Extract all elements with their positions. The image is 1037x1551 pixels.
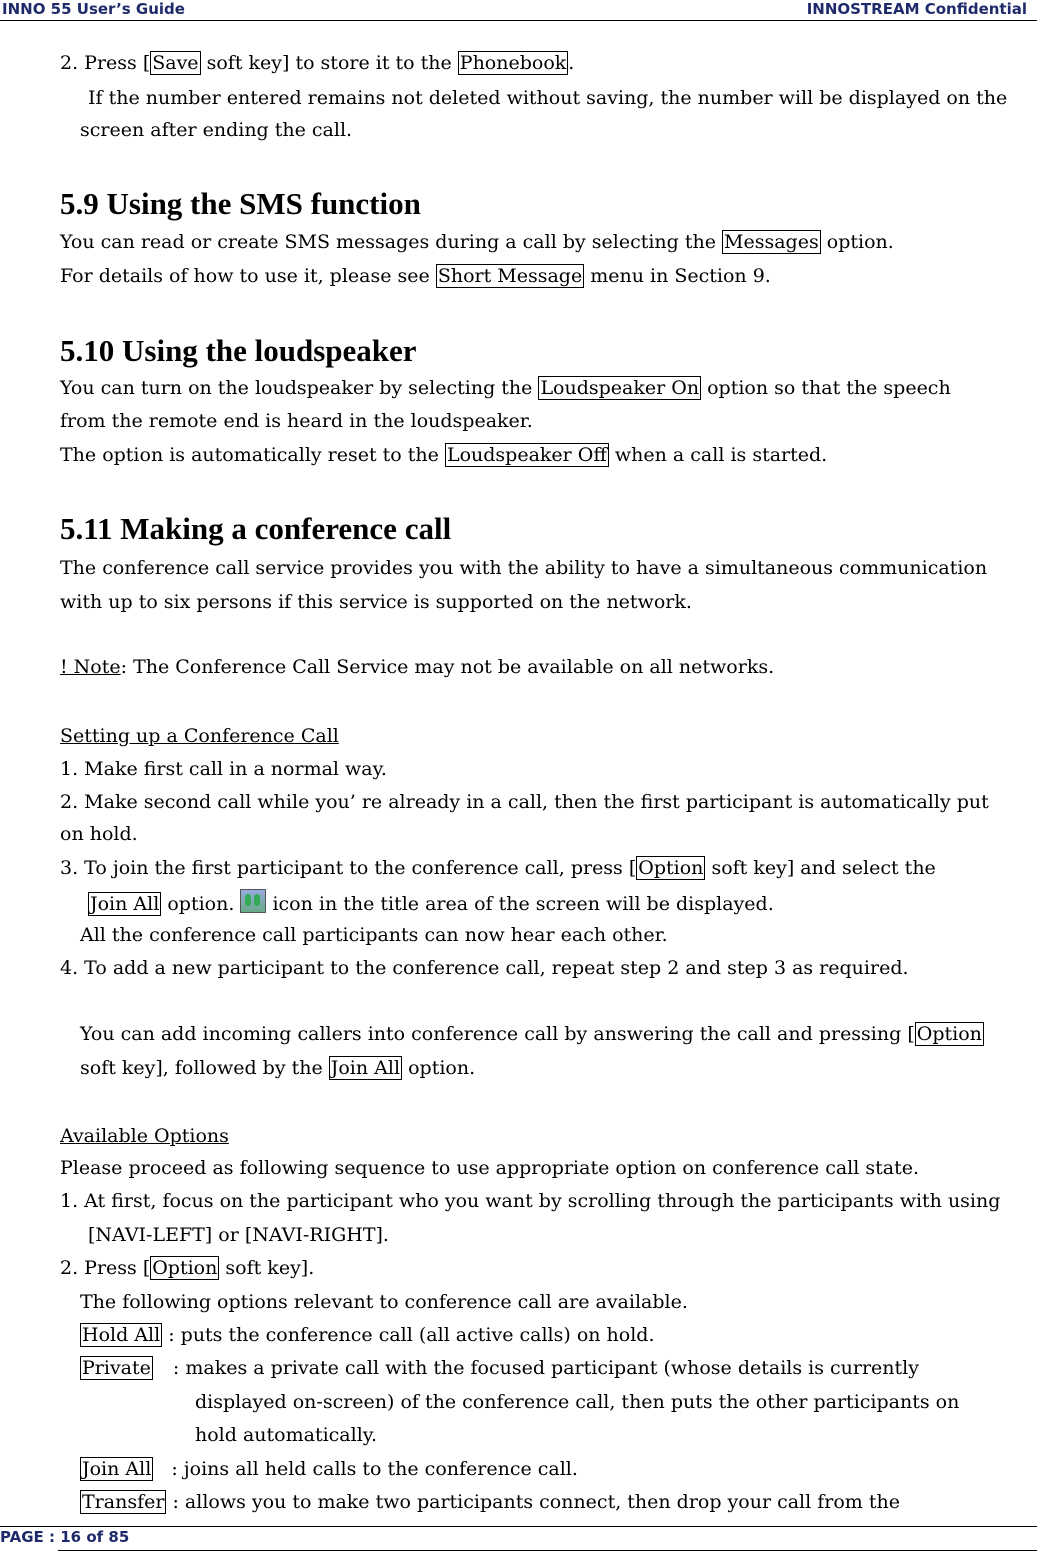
step-3 [60,856,936,880]
ls-line-1 [60,376,951,400]
note-label: ! Note [60,656,121,678]
hold-all-key: Hold All [82,1324,161,1346]
page-header [0,0,1037,21]
text: 3. To join the first participant to the conference call, press [ [60,857,637,879]
header-right: INNOSTREAM Confidential [806,0,1027,18]
conf-line-1: The conference call service provides you with the ability to have a simultaneous communication [60,557,988,579]
page-footer [0,1526,1037,1550]
page-number: PAGE : 16 of 85 [0,1528,130,1546]
para-save [60,51,574,75]
avail-4 [60,1256,314,1280]
para-save-2: If the number entered remains not deleted without saving, the number will be displayed on the [88,87,1008,109]
avail-2: 1. At first, focus on the participant who you want by scrolling through the participants with using [60,1190,1001,1212]
text: soft key], followed by the [80,1057,329,1079]
avail-5: The following options relevant to conference call are available. [80,1291,688,1313]
opt-private-2: displayed on-screen) of the conference call, then puts the other participants on [195,1391,960,1413]
avail-1: Please proceed as following sequence to use appropriate option on conference call state. [60,1157,919,1179]
ls-line-3 [60,443,827,467]
text: You can add incoming callers into conference call by answering the call and pressing [ [80,1023,915,1045]
text: : makes a private call with the focused participant (whose details is currently [166,1357,919,1379]
text: option. [820,231,894,253]
para-save-3: screen after ending the call. [80,119,353,141]
option-key: Option [638,857,704,879]
join-all-key-2: Join All [330,1057,401,1079]
text: when a call is started. [608,444,828,466]
private-key: Private [82,1357,151,1379]
footer-rule [0,1526,1037,1527]
text: You can read or create SMS messages during a call by selecting the [60,231,723,253]
loudspeaker-off-key: Loudspeaker Off [446,444,607,466]
text: : puts the conference call (all active calls) on hold. [162,1324,655,1346]
text: For details of how to use it, please see [60,265,436,287]
opt-hold-all [80,1323,655,1347]
text: 2. Press [ [60,1257,151,1279]
step-2b: on hold. [60,823,138,845]
text: : allows you to make two participants connect, then drop your call from the [166,1491,900,1513]
step-3c: All the conference call participants can now hear each other. [80,924,668,946]
text: soft key] and select the [705,857,936,879]
opt-private-3: hold automatically. [195,1424,378,1446]
subheading-setup: Setting up a Conference Call [60,725,339,747]
transfer-key: Transfer [82,1491,165,1513]
join-all-key-3: Join All [82,1458,152,1480]
option-key-3: Option [152,1257,218,1279]
heading-5-11: 5.11 Making a conference call [60,511,452,546]
option-key-2: Option [916,1023,982,1045]
ls-line-2: from the remote end is heard in the loudspeaker. [60,410,533,432]
note-text: : The Conference Call Service may not be available on all networks. [120,656,775,678]
subheading-available: Available Options [60,1125,229,1147]
sms-line-1 [60,230,894,254]
incoming-1 [80,1022,984,1046]
note [60,655,774,679]
conf-line-2: with up to six persons if this service is supported on the network. [60,591,692,613]
step-3b [88,889,774,916]
text: The option is automatically reset to the [60,444,445,466]
text: 2. Press [ [60,52,151,74]
loudspeaker-on-key: Loudspeaker On [540,377,700,399]
opt-join-all [80,1457,578,1481]
text: option so that the speech [701,377,951,399]
text: option. [161,893,241,915]
messages-key: Messages [724,231,819,253]
avail-3: [NAVI-LEFT] or [NAVI-RIGHT]. [88,1224,389,1246]
step-4: 4. To add a new participant to the conference call, repeat step 2 and step 3 as required. [60,957,909,979]
conference-icon [240,889,266,913]
text: icon in the title area of the screen will be displayed. [266,893,774,915]
text: soft key] to store it to the [200,52,458,74]
phonebook-key: Phonebook [459,52,567,74]
text: option. [402,1057,476,1079]
join-all-key: Join All [90,893,160,915]
save-key: Save [152,52,199,74]
short-message-key: Short Message [437,265,583,287]
step-1: 1. Make first call in a normal way. [60,758,387,780]
text: : joins all held calls to the conference call. [165,1458,578,1480]
text: menu in Section 9. [584,265,771,287]
text: You can turn on the loudspeaker by selecting the [60,377,539,399]
opt-transfer [80,1490,900,1514]
header-left: INNO 55 User’s Guide [2,0,185,18]
opt-private [80,1356,919,1380]
heading-5-10: 5.10 Using the loudspeaker [60,333,417,368]
incoming-2 [80,1056,475,1080]
step-2: 2. Make second call while you’ re already in a call, then the first participant is automatically put [60,791,989,813]
heading-5-9: 5.9 Using the SMS function [60,186,421,221]
sms-line-2 [60,264,771,288]
text: . [568,52,575,74]
text: soft key]. [219,1257,315,1279]
